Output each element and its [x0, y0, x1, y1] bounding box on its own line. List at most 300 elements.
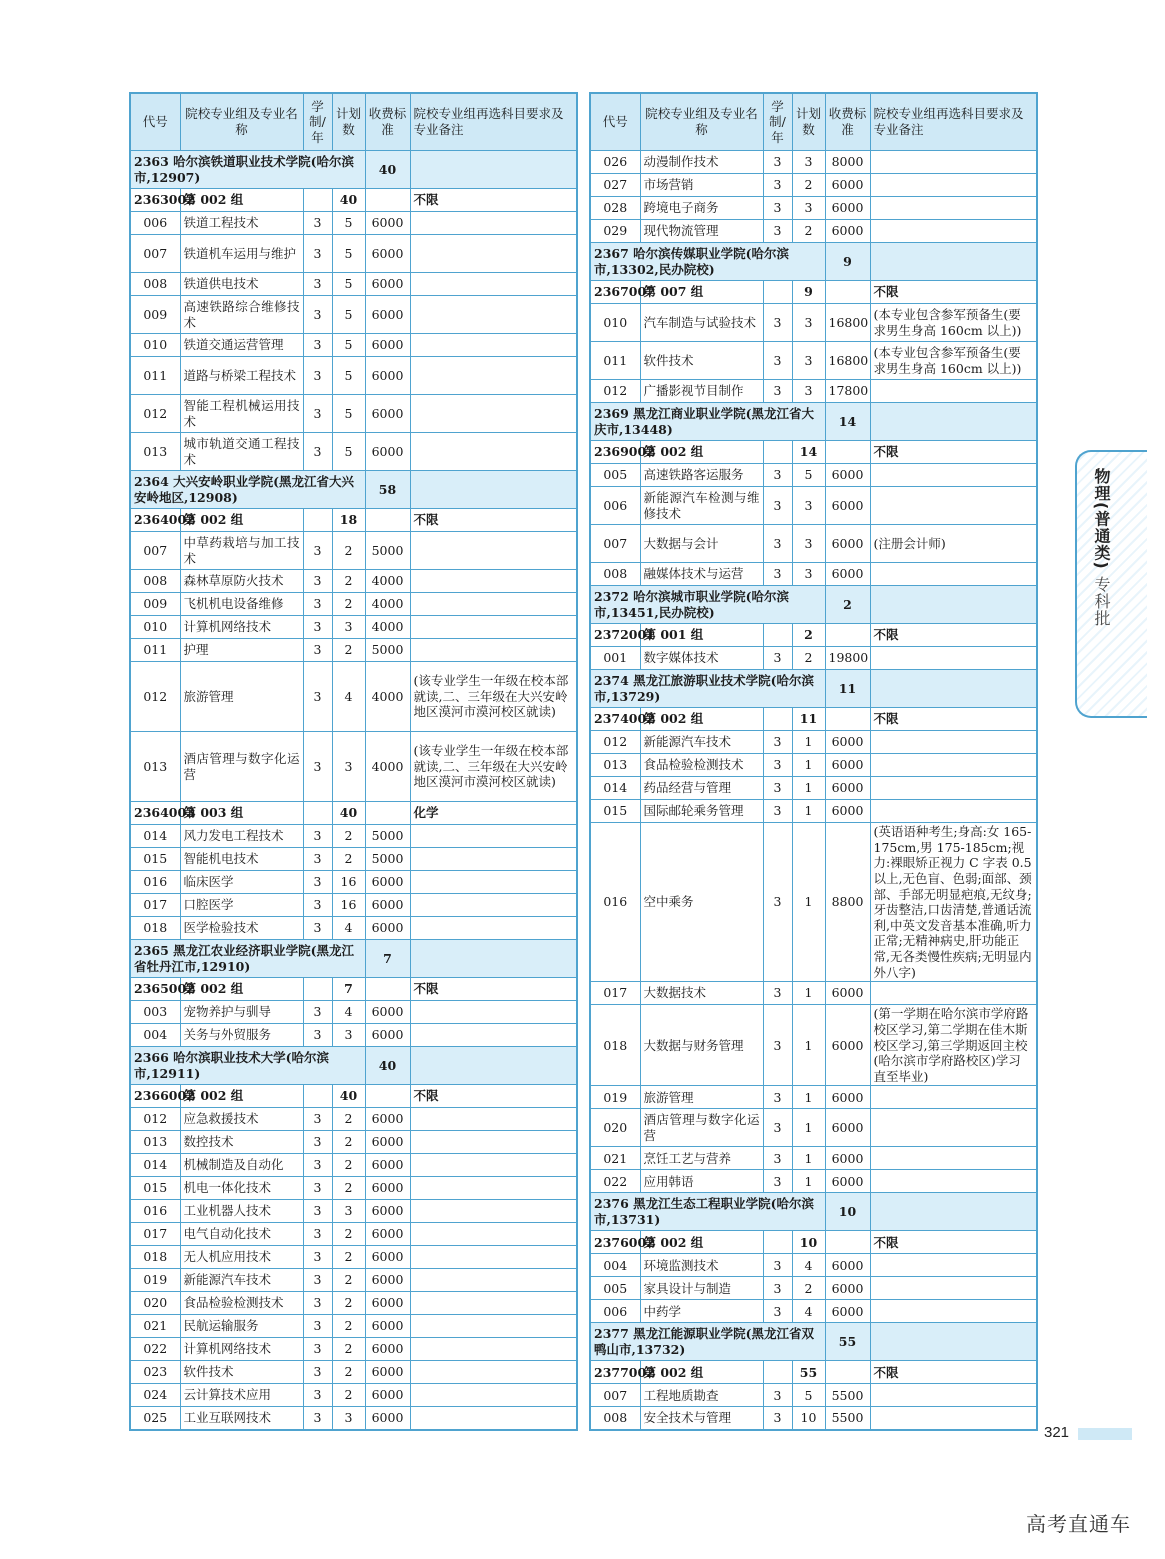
group-fee: [365, 1085, 410, 1108]
group-name: 第 002 组: [640, 708, 763, 731]
major-note: (本专业包含参军预备生(要求男生身高 160cm 以上)): [870, 342, 1037, 380]
group-fee: [825, 708, 870, 731]
major-code: 010: [590, 304, 640, 342]
major-code: 001: [590, 647, 640, 670]
major-fee: 6000: [365, 334, 410, 357]
major-fee: 6000: [365, 395, 410, 433]
group-plan: 11: [792, 708, 825, 731]
major-code: 007: [590, 1384, 640, 1407]
major-code: 013: [590, 754, 640, 777]
major-years: 3: [763, 220, 792, 243]
school-plan: 40: [365, 1047, 410, 1085]
school-name: 2364 大兴安岭职业学院(黑龙江省大兴安岭地区,12908): [130, 471, 365, 509]
major-plan: 1: [792, 982, 825, 1005]
major-note: (第一学期在哈尔滨市学府路校区学习,第二学期在佳木斯校区学习,第三学期返回主校(哈尔滨市学府路校区)学习直至毕业): [870, 1005, 1037, 1086]
major-name: 口腔医学: [180, 894, 303, 917]
major-plan: 2: [332, 1246, 365, 1269]
major-row: [130, 1177, 577, 1200]
major-years: 3: [763, 1005, 792, 1086]
major-row: [590, 342, 1037, 380]
major-fee: 6000: [365, 1246, 410, 1269]
major-name: 市场营销: [640, 174, 763, 197]
school-plan: 2: [825, 586, 870, 624]
major-years: 3: [303, 1315, 332, 1338]
major-fee: 6000: [825, 174, 870, 197]
group-plan: 18: [332, 509, 365, 532]
group-name: 第 002 组: [180, 1085, 303, 1108]
major-note: [410, 1154, 577, 1177]
major-row: [590, 525, 1037, 563]
group-row: [130, 189, 577, 212]
major-note: [410, 1200, 577, 1223]
major-fee: 6000: [365, 1024, 410, 1047]
major-note: [870, 1254, 1037, 1277]
major-plan: 5: [792, 1384, 825, 1407]
major-years: 3: [763, 525, 792, 563]
major-plan: 3: [332, 1024, 365, 1047]
major-plan: 3: [792, 151, 825, 174]
major-row: [130, 357, 577, 395]
major-code: 018: [130, 1246, 180, 1269]
major-row: [130, 235, 577, 273]
school-name: 2377 黑龙江能源职业学院(黑龙江省双鸭山市,13732): [590, 1323, 825, 1361]
major-name: 工业机器人技术: [180, 1200, 303, 1223]
group-fee: [365, 509, 410, 532]
group-requirement: 不限: [410, 509, 577, 532]
group-requirement: 不限: [870, 1231, 1037, 1254]
major-note: [870, 1300, 1037, 1323]
major-fee: 6000: [365, 1223, 410, 1246]
major-code: 006: [130, 212, 180, 235]
major-fee: 6000: [825, 1170, 870, 1193]
major-code: 013: [130, 1131, 180, 1154]
major-years: 3: [763, 1300, 792, 1323]
major-years: 3: [303, 1384, 332, 1407]
major-fee: 6000: [365, 1001, 410, 1024]
major-note: [870, 754, 1037, 777]
major-name: 新能源汽车技术: [640, 731, 763, 754]
major-plan: 1: [792, 1109, 825, 1147]
major-note: [410, 1001, 577, 1024]
major-code: 029: [590, 220, 640, 243]
major-name: 机械制造及自动化: [180, 1154, 303, 1177]
major-row: [130, 825, 577, 848]
major-fee: 16800: [825, 342, 870, 380]
major-name: 飞机机电设备维修: [180, 593, 303, 616]
major-years: 3: [303, 1200, 332, 1223]
major-fee: 5000: [365, 825, 410, 848]
major-plan: 2: [332, 1361, 365, 1384]
group-years: [303, 189, 332, 212]
major-code: 014: [590, 777, 640, 800]
major-name: 铁道交通运营管理: [180, 334, 303, 357]
major-fee: 6000: [365, 1407, 410, 1430]
group-requirement: 不限: [410, 189, 577, 212]
group-requirement: 不限: [870, 1361, 1037, 1384]
school-plan: 7: [365, 940, 410, 978]
major-fee: 4000: [365, 593, 410, 616]
major-plan: 2: [792, 220, 825, 243]
major-note: [870, 1086, 1037, 1109]
major-fee: 6000: [365, 917, 410, 940]
major-code: 025: [130, 1407, 180, 1430]
side-tab-batch: 专科批: [1092, 575, 1111, 627]
major-row: [130, 732, 577, 802]
major-fee: 6000: [825, 1109, 870, 1147]
school-name: 2376 黑龙江生态工程职业学院(哈尔滨市,13731): [590, 1193, 825, 1231]
school-row: [590, 243, 1037, 281]
major-name: 广播影视节目制作: [640, 380, 763, 403]
major-note: (该专业学生一年级在校本部就读,二、三年级在大兴安岭地区漠河市漠河校区就读): [410, 662, 577, 732]
group-plan: 9: [792, 281, 825, 304]
major-plan: 3: [792, 342, 825, 380]
major-name: 铁道供电技术: [180, 273, 303, 296]
major-code: 011: [590, 342, 640, 380]
major-fee: 6000: [365, 235, 410, 273]
group-row: [130, 509, 577, 532]
major-fee: 6000: [365, 894, 410, 917]
major-plan: 5: [332, 334, 365, 357]
major-plan: 5: [332, 296, 365, 334]
major-fee: 6000: [365, 212, 410, 235]
major-row: [590, 1384, 1037, 1407]
major-plan: 16: [332, 894, 365, 917]
major-years: 3: [763, 197, 792, 220]
major-years: 3: [763, 380, 792, 403]
major-code: 016: [590, 823, 640, 982]
major-row: [590, 1109, 1037, 1147]
group-row: [590, 624, 1037, 647]
major-row: [130, 1361, 577, 1384]
major-years: 3: [763, 342, 792, 380]
major-fee: 17800: [825, 380, 870, 403]
group-row: [590, 441, 1037, 464]
group-code: 2364002: [130, 509, 180, 532]
major-name: 电气自动化技术: [180, 1223, 303, 1246]
school-name: 2367 哈尔滨传媒职业学院(哈尔滨市,13302,民办院校): [590, 243, 825, 281]
school-name: 2374 黑龙江旅游职业技术学院(哈尔滨市,13729): [590, 670, 825, 708]
major-name: 新能源汽车技术: [180, 1269, 303, 1292]
header-plan: 计划数: [332, 93, 365, 151]
major-fee: 6000: [825, 1147, 870, 1170]
major-years: 3: [763, 777, 792, 800]
major-years: 3: [303, 732, 332, 802]
major-name: 汽车制造与试验技术: [640, 304, 763, 342]
major-plan: 2: [332, 1108, 365, 1131]
major-note: [410, 532, 577, 570]
major-note: [410, 616, 577, 639]
school-notes: [410, 1047, 577, 1085]
major-plan: 2: [332, 825, 365, 848]
group-fee: [825, 1361, 870, 1384]
major-name: 食品检验检测技术: [640, 754, 763, 777]
major-fee: 6000: [365, 273, 410, 296]
major-note: [410, 1315, 577, 1338]
major-row: [130, 1246, 577, 1269]
major-plan: 1: [792, 731, 825, 754]
major-name: 国际邮轮乘务管理: [640, 800, 763, 823]
major-name: 动漫制作技术: [640, 151, 763, 174]
major-name: 软件技术: [640, 342, 763, 380]
major-plan: 5: [332, 273, 365, 296]
major-fee: 6000: [365, 1292, 410, 1315]
group-requirement: 不限: [870, 441, 1037, 464]
major-name: 数控技术: [180, 1131, 303, 1154]
major-row: [590, 982, 1037, 1005]
major-fee: 6000: [825, 464, 870, 487]
major-row: [130, 1200, 577, 1223]
major-row: [590, 800, 1037, 823]
major-code: 022: [590, 1170, 640, 1193]
major-name: 工程地质勘查: [640, 1384, 763, 1407]
major-plan: 1: [792, 1005, 825, 1086]
major-fee: 6000: [825, 1005, 870, 1086]
header-fee: 收费标准: [365, 93, 410, 151]
major-note: [410, 825, 577, 848]
group-row: [130, 802, 577, 825]
major-code: 016: [130, 871, 180, 894]
group-name: 第 002 组: [640, 1231, 763, 1254]
major-fee: 6000: [365, 1361, 410, 1384]
school-name: 2365 黑龙江农业经济职业学院(黑龙江省牡丹江市,12910): [130, 940, 365, 978]
major-years: 3: [763, 1109, 792, 1147]
major-note: [410, 1177, 577, 1200]
header-name: 院校专业组及专业名称: [640, 93, 763, 151]
major-fee: 6000: [365, 1338, 410, 1361]
major-row: [130, 593, 577, 616]
major-code: 015: [130, 1177, 180, 1200]
major-code: 014: [130, 825, 180, 848]
major-note: [410, 1384, 577, 1407]
major-note: [870, 1109, 1037, 1147]
group-years: [763, 624, 792, 647]
group-years: [303, 1085, 332, 1108]
major-fee: 6000: [365, 1108, 410, 1131]
major-years: 3: [763, 1147, 792, 1170]
group-name: 第 002 组: [180, 189, 303, 212]
major-name: 环境监测技术: [640, 1254, 763, 1277]
major-name: 酒店管理与数字化运营: [180, 732, 303, 802]
major-plan: 2: [332, 848, 365, 871]
table-header-row: [590, 93, 1037, 151]
major-row: [130, 296, 577, 334]
major-name: 民航运输服务: [180, 1315, 303, 1338]
major-row: [130, 1131, 577, 1154]
group-requirement: 不限: [410, 1085, 577, 1108]
major-code: 012: [590, 380, 640, 403]
major-years: 3: [763, 823, 792, 982]
major-note: [870, 1384, 1037, 1407]
major-note: [410, 296, 577, 334]
major-plan: 5: [332, 235, 365, 273]
major-code: 018: [130, 917, 180, 940]
major-fee: 4000: [365, 616, 410, 639]
major-note: [870, 800, 1037, 823]
group-years: [763, 1231, 792, 1254]
major-name: 空中乘务: [640, 823, 763, 982]
major-years: 3: [763, 800, 792, 823]
major-row: [130, 871, 577, 894]
major-code: 009: [130, 296, 180, 334]
school-notes: [870, 243, 1037, 281]
major-code: 012: [130, 1108, 180, 1131]
major-code: 023: [130, 1361, 180, 1384]
group-code: 2377002: [590, 1361, 640, 1384]
major-code: 007: [590, 525, 640, 563]
major-code: 012: [130, 395, 180, 433]
major-row: [590, 220, 1037, 243]
major-code: 008: [130, 273, 180, 296]
group-code: 2372001: [590, 624, 640, 647]
major-note: [410, 848, 577, 871]
group-years: [763, 708, 792, 731]
major-plan: 2: [332, 1292, 365, 1315]
major-name: 智能机电技术: [180, 848, 303, 871]
major-note: [870, 197, 1037, 220]
major-name: 计算机网络技术: [180, 616, 303, 639]
major-fee: 6000: [365, 1384, 410, 1407]
major-name: 中草药栽培与加工技术: [180, 532, 303, 570]
major-name: 家具设计与制造: [640, 1277, 763, 1300]
major-code: 020: [130, 1292, 180, 1315]
major-years: 3: [763, 754, 792, 777]
major-fee: 5000: [365, 532, 410, 570]
major-plan: 2: [332, 1177, 365, 1200]
major-plan: 2: [332, 1338, 365, 1361]
major-years: 3: [303, 616, 332, 639]
school-row: [590, 670, 1037, 708]
group-fee: [365, 978, 410, 1001]
major-note: [870, 647, 1037, 670]
major-name: 高速铁路客运服务: [640, 464, 763, 487]
major-row: [130, 639, 577, 662]
major-note: [410, 357, 577, 395]
header-years: 学制/年: [303, 93, 332, 151]
major-name: 烹饪工艺与营养: [640, 1147, 763, 1170]
major-row: [130, 1223, 577, 1246]
major-note: [410, 639, 577, 662]
major-years: 3: [303, 1024, 332, 1047]
major-name: 大数据与会计: [640, 525, 763, 563]
major-years: 3: [303, 1131, 332, 1154]
major-row: [130, 662, 577, 732]
major-code: 007: [130, 235, 180, 273]
major-row: [590, 1170, 1037, 1193]
admission-table-left: [129, 92, 578, 1431]
table-header-row: [130, 93, 577, 151]
major-row: [590, 731, 1037, 754]
major-plan: 4: [332, 917, 365, 940]
major-row: [130, 212, 577, 235]
major-years: 3: [303, 235, 332, 273]
major-plan: 2: [792, 174, 825, 197]
major-plan: 4: [332, 1001, 365, 1024]
group-row: [590, 281, 1037, 304]
major-note: (该专业学生一年级在校本部就读,二、三年级在大兴安岭地区漠河市漠河校区就读): [410, 732, 577, 802]
major-years: 3: [303, 212, 332, 235]
major-note: [410, 1338, 577, 1361]
major-fee: 6000: [825, 800, 870, 823]
major-note: [870, 464, 1037, 487]
major-plan: 3: [792, 525, 825, 563]
major-plan: 3: [332, 1407, 365, 1430]
major-row: [590, 487, 1037, 525]
major-row: [590, 823, 1037, 982]
major-name: 智能工程机械运用技术: [180, 395, 303, 433]
school-plan: 58: [365, 471, 410, 509]
major-years: 3: [763, 304, 792, 342]
major-code: 003: [130, 1001, 180, 1024]
major-code: 012: [590, 731, 640, 754]
group-row: [130, 1085, 577, 1108]
school-plan: 40: [365, 151, 410, 189]
major-plan: 1: [792, 823, 825, 982]
major-note: [410, 433, 577, 471]
major-years: 3: [763, 487, 792, 525]
major-name: 数字媒体技术: [640, 647, 763, 670]
major-name: 酒店管理与数字化运营: [640, 1109, 763, 1147]
group-years: [303, 509, 332, 532]
school-plan: 14: [825, 403, 870, 441]
major-row: [130, 917, 577, 940]
school-row: [130, 940, 577, 978]
major-plan: 2: [332, 639, 365, 662]
major-code: 007: [130, 532, 180, 570]
group-name: 第 002 组: [180, 509, 303, 532]
group-code: 2374002: [590, 708, 640, 731]
major-code: 005: [590, 464, 640, 487]
group-years: [763, 441, 792, 464]
major-note: [410, 395, 577, 433]
major-name: 医学检验技术: [180, 917, 303, 940]
major-plan: 3: [332, 1200, 365, 1223]
school-name: 2366 哈尔滨职业技术大学(哈尔滨市,12911): [130, 1047, 365, 1085]
major-note: [870, 487, 1037, 525]
major-code: 016: [130, 1200, 180, 1223]
major-plan: 2: [332, 1223, 365, 1246]
major-note: [410, 212, 577, 235]
school-plan: 55: [825, 1323, 870, 1361]
group-years: [763, 281, 792, 304]
major-fee: 6000: [825, 1254, 870, 1277]
major-years: 3: [303, 1108, 332, 1131]
major-fee: 6000: [365, 1200, 410, 1223]
major-fee: 8000: [825, 151, 870, 174]
major-row: [590, 1086, 1037, 1109]
major-name: 云计算技术应用: [180, 1384, 303, 1407]
major-code: 015: [590, 800, 640, 823]
major-fee: 6000: [825, 1086, 870, 1109]
major-years: 3: [303, 894, 332, 917]
group-fee: [825, 441, 870, 464]
major-fee: 6000: [825, 487, 870, 525]
major-fee: 6000: [365, 1177, 410, 1200]
major-name: 宠物养护与驯导: [180, 1001, 303, 1024]
major-plan: 5: [792, 464, 825, 487]
major-note: [870, 1170, 1037, 1193]
school-notes: [410, 471, 577, 509]
major-plan: 3: [332, 616, 365, 639]
major-row: [590, 777, 1037, 800]
major-fee: 6000: [825, 982, 870, 1005]
major-code: 024: [130, 1384, 180, 1407]
group-years: [303, 802, 332, 825]
major-name: 高速铁路综合维修技术: [180, 296, 303, 334]
major-plan: 3: [792, 563, 825, 586]
major-name: 安全技术与管理: [640, 1407, 763, 1430]
major-row: [590, 1407, 1037, 1430]
major-row: [590, 1254, 1037, 1277]
